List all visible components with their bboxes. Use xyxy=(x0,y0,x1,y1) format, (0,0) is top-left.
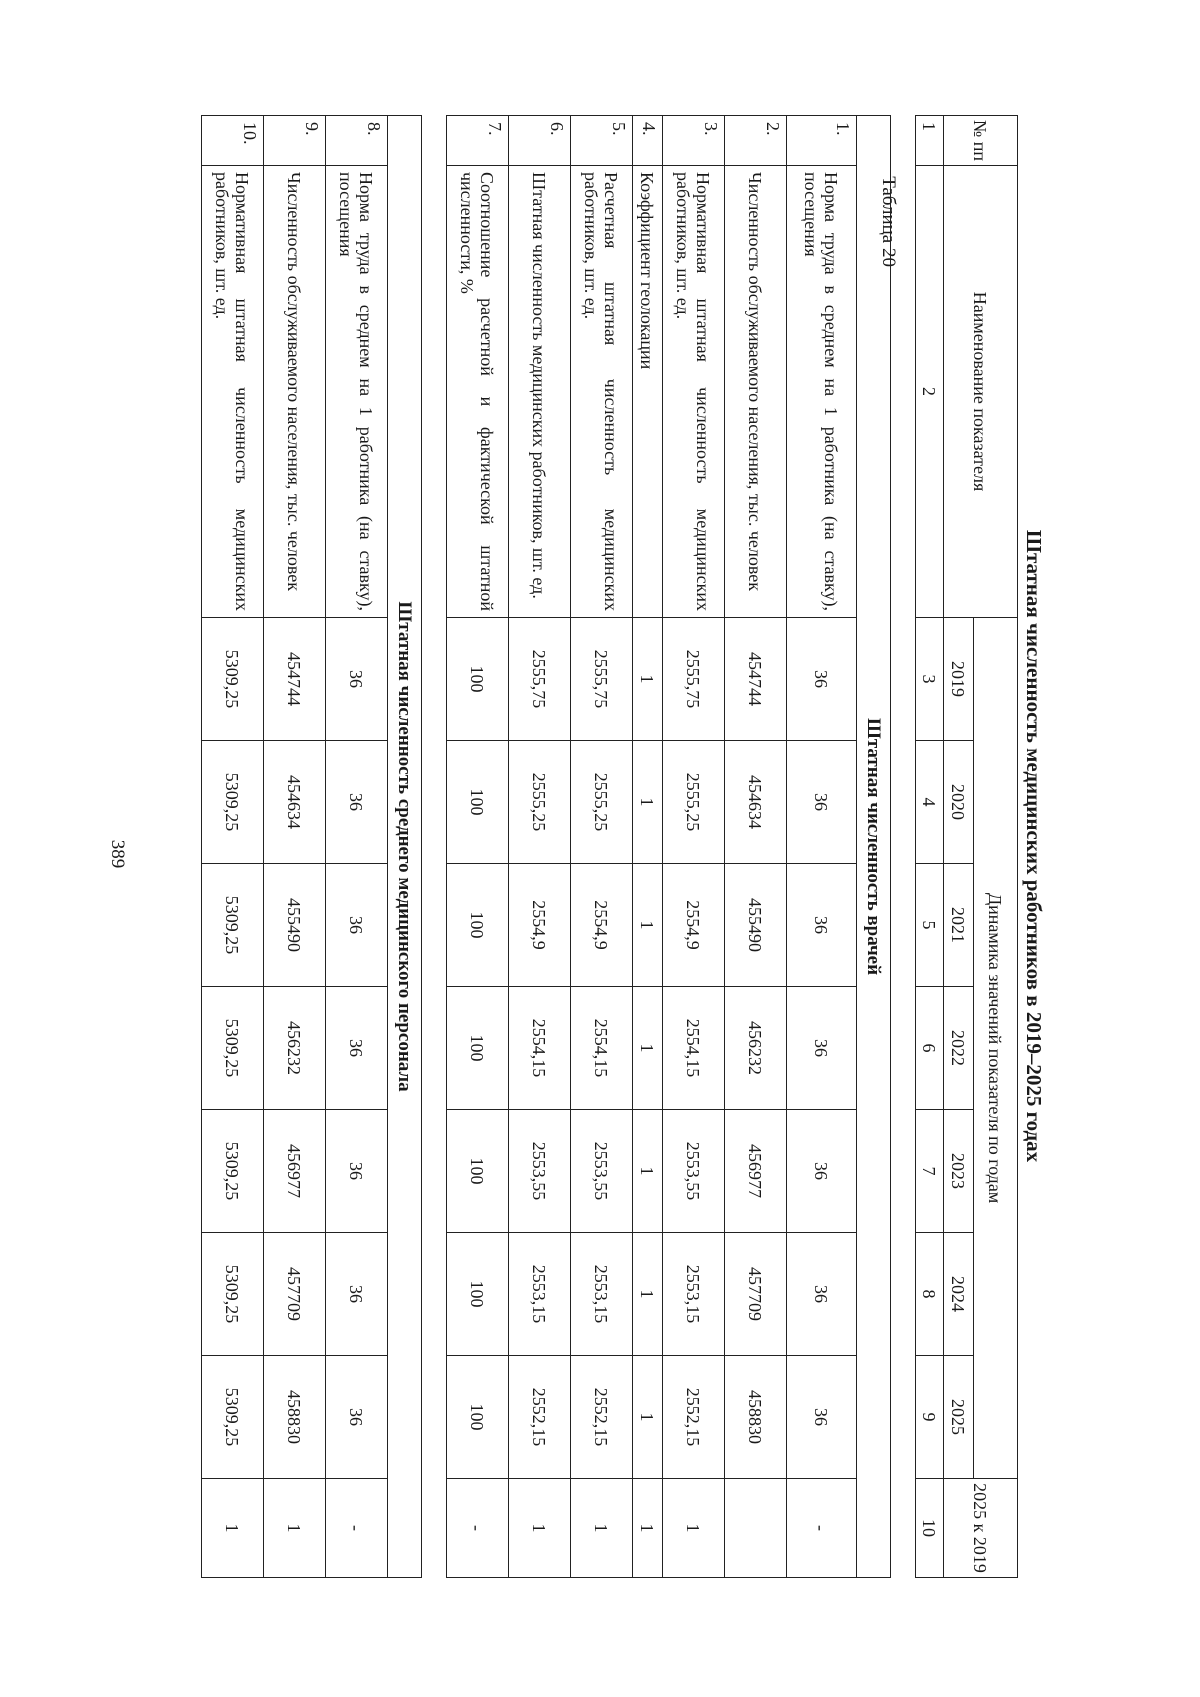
ratio-value: 1 xyxy=(571,1479,633,1578)
ratio-value xyxy=(725,1479,787,1578)
row-number: 5. xyxy=(571,116,633,166)
table-row xyxy=(725,116,787,1578)
year-value: 36 xyxy=(326,1110,388,1233)
year-value: 2553,15 xyxy=(509,1233,571,1356)
year-value: 1 xyxy=(633,1356,663,1479)
year-value: 1 xyxy=(633,618,663,741)
year-value: 2555,75 xyxy=(509,618,571,741)
year-value: 2555,25 xyxy=(509,741,571,864)
indicator-name: Нормативная штатная численность медицинских работников, шт. ед. xyxy=(663,166,725,618)
indicator-name: Нормативная штатная численность медицинских работников, шт. ед. xyxy=(202,166,264,618)
table-row xyxy=(663,116,725,1578)
year-value: 36 xyxy=(326,618,388,741)
row-number: 1. xyxy=(787,116,857,166)
header-group: Динамика значений показателя по годам xyxy=(974,618,1018,1479)
indicator-name: Расчетная штатная численность медицинских работников, шт. ед. xyxy=(571,166,633,618)
page-number: 389 xyxy=(107,839,128,869)
index-cell: 7 xyxy=(916,1110,944,1233)
header-year: 2023 xyxy=(944,1110,974,1233)
ratio-value: - xyxy=(447,1479,509,1578)
year-value: 5309,25 xyxy=(202,864,264,987)
index-cell: 8 xyxy=(916,1233,944,1356)
year-value: 5309,25 xyxy=(202,987,264,1110)
year-value: 454634 xyxy=(264,741,326,864)
indicator-name: Численность обслуживаемого населения, тыс. человек xyxy=(264,166,326,618)
year-value: 455490 xyxy=(725,864,787,987)
table-row xyxy=(571,116,633,1578)
year-value: 2555,25 xyxy=(663,741,725,864)
indicator-name: Коэффициент геолокации xyxy=(633,166,663,618)
index-row xyxy=(916,116,944,1578)
rotated-table-block xyxy=(212,115,1050,1577)
row-number: 2. xyxy=(725,116,787,166)
year-value: 2552,15 xyxy=(509,1356,571,1479)
row-number: 9. xyxy=(264,116,326,166)
year-value: 2553,15 xyxy=(663,1233,725,1356)
indicator-name: Норма труда в среднем на 1 работника (на ставку), посещения xyxy=(326,166,388,618)
year-value: 2553,55 xyxy=(509,1110,571,1233)
spacer-cell xyxy=(422,116,447,1578)
row-number: 8. xyxy=(326,116,388,166)
year-value: 2555,75 xyxy=(571,618,633,741)
year-value: 5309,25 xyxy=(202,1110,264,1233)
year-value: 2553,55 xyxy=(571,1110,633,1233)
table-body xyxy=(202,116,1018,1578)
year-value: 2554,15 xyxy=(509,987,571,1110)
year-value: 2555,75 xyxy=(663,618,725,741)
header-name: Наименование показателя xyxy=(944,166,1018,618)
year-value: 1 xyxy=(633,1233,663,1356)
year-value: 36 xyxy=(787,741,857,864)
header-ratio: 2025 к 2019 xyxy=(944,1479,1018,1578)
year-value: 36 xyxy=(326,1233,388,1356)
year-value: 457709 xyxy=(725,1233,787,1356)
year-value: 455490 xyxy=(264,864,326,987)
year-value: 100 xyxy=(447,987,509,1110)
year-value: 100 xyxy=(447,1110,509,1233)
header-year: 2022 xyxy=(944,987,974,1110)
table-row xyxy=(633,116,663,1578)
year-value: 36 xyxy=(787,987,857,1110)
section-title-row xyxy=(388,116,422,1578)
section-title: Штатная численность врачей xyxy=(857,116,891,1578)
year-value: 458830 xyxy=(725,1356,787,1479)
indicator-name: Соотношение расчетной и фактической штатной численности, % xyxy=(447,166,509,618)
indicator-name: Штатная численность медицинских работников, шт. ед. xyxy=(509,166,571,618)
index-cell: 4 xyxy=(916,741,944,864)
year-value: 2553,15 xyxy=(571,1233,633,1356)
row-number: 7. xyxy=(447,116,509,166)
row-number: 6. xyxy=(509,116,571,166)
year-value: 1 xyxy=(633,864,663,987)
year-value: 5309,25 xyxy=(202,741,264,864)
header-year: 2021 xyxy=(944,864,974,987)
table-row xyxy=(787,116,857,1578)
year-value: 1 xyxy=(633,987,663,1110)
index-cell: 3 xyxy=(916,618,944,741)
year-value: 5309,25 xyxy=(202,1356,264,1479)
document-title: Штатная численность медицинских работников в 2019–2025 годах xyxy=(1022,529,1046,1163)
year-value: 2554,9 xyxy=(509,864,571,987)
year-value: 2555,25 xyxy=(571,741,633,864)
indicator-name: Норма труда в среднем на 1 работника (на ставку), посещения xyxy=(787,166,857,618)
header-year: 2020 xyxy=(944,741,974,864)
row-number: 4. xyxy=(633,116,663,166)
spacer-cell xyxy=(891,116,916,1578)
table-row xyxy=(202,116,264,1578)
ratio-value: 1 xyxy=(202,1479,264,1578)
year-value: 456232 xyxy=(725,987,787,1110)
index-cell: 1 xyxy=(916,116,944,166)
year-value: 456977 xyxy=(264,1110,326,1233)
year-value: 2552,15 xyxy=(663,1356,725,1479)
year-value: 36 xyxy=(787,1110,857,1233)
year-value: 100 xyxy=(447,618,509,741)
header-row-1 xyxy=(974,116,1018,1578)
ratio-value: - xyxy=(326,1479,388,1578)
header-num: № пп xyxy=(944,116,1018,166)
ratio-value: 1 xyxy=(663,1479,725,1578)
year-value: 2554,15 xyxy=(663,987,725,1110)
year-value: 36 xyxy=(326,987,388,1110)
ratio-value: 1 xyxy=(633,1479,663,1578)
year-value: 2554,9 xyxy=(571,864,633,987)
index-cell: 10 xyxy=(916,1479,944,1578)
year-value: 5309,25 xyxy=(202,618,264,741)
year-value: 2553,55 xyxy=(663,1110,725,1233)
section-title: Штатная численность среднего медицинского персонала xyxy=(388,116,422,1578)
table-row xyxy=(509,116,571,1578)
header-year: 2024 xyxy=(944,1233,974,1356)
table-label: Таблица 20 xyxy=(878,176,899,267)
year-value: 1 xyxy=(633,1110,663,1233)
row-number: 3. xyxy=(663,116,725,166)
year-value: 2554,9 xyxy=(663,864,725,987)
row-number: 10. xyxy=(202,116,264,166)
year-value: 36 xyxy=(326,741,388,864)
section-spacer xyxy=(891,116,916,1578)
year-value: 458830 xyxy=(264,1356,326,1479)
table-row xyxy=(264,116,326,1578)
indicator-name: Численность обслуживаемого населения, тыс. человек xyxy=(725,166,787,618)
year-value: 454634 xyxy=(725,741,787,864)
year-value: 36 xyxy=(787,864,857,987)
table-row xyxy=(326,116,388,1578)
year-value: 100 xyxy=(447,864,509,987)
year-value: 36 xyxy=(787,1233,857,1356)
year-value: 100 xyxy=(447,741,509,864)
year-value: 454744 xyxy=(264,618,326,741)
header-year: 2019 xyxy=(944,618,974,741)
year-value: 5309,25 xyxy=(202,1233,264,1356)
year-value: 457709 xyxy=(264,1233,326,1356)
year-value: 454744 xyxy=(725,618,787,741)
year-value: 2552,15 xyxy=(571,1356,633,1479)
year-value: 36 xyxy=(787,1356,857,1479)
year-value: 36 xyxy=(326,1356,388,1479)
year-value: 456977 xyxy=(725,1110,787,1233)
ratio-value: 1 xyxy=(264,1479,326,1578)
year-value: 36 xyxy=(326,864,388,987)
table-row xyxy=(447,116,509,1578)
index-cell: 6 xyxy=(916,987,944,1110)
staffing-table xyxy=(201,115,1018,1578)
year-value: 456232 xyxy=(264,987,326,1110)
index-cell: 5 xyxy=(916,864,944,987)
header-year: 2025 xyxy=(944,1356,974,1479)
ratio-value: 1 xyxy=(509,1479,571,1578)
ratio-value: - xyxy=(787,1479,857,1578)
year-value: 100 xyxy=(447,1233,509,1356)
index-cell: 2 xyxy=(916,166,944,618)
year-value: 100 xyxy=(447,1356,509,1479)
section-spacer xyxy=(422,116,447,1578)
year-value: 2554,15 xyxy=(571,987,633,1110)
year-value: 36 xyxy=(787,618,857,741)
section-title-row xyxy=(857,116,891,1578)
index-cell: 9 xyxy=(916,1356,944,1479)
year-value: 1 xyxy=(633,741,663,864)
